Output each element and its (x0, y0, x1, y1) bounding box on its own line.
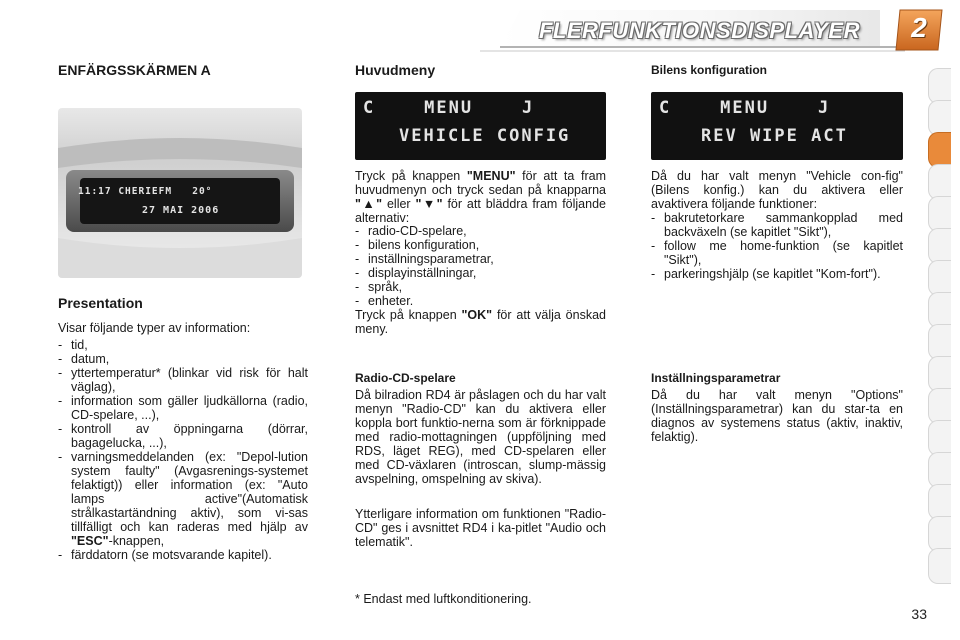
chapter-tab[interactable] (928, 452, 951, 488)
chapter-tab[interactable] (928, 388, 951, 424)
esc-key-label: "ESC" (71, 534, 109, 548)
main-menu-options (355, 224, 606, 308)
vehicle-config-list (651, 211, 903, 281)
ok-instructions (355, 308, 606, 336)
list-item: - radio-CD-spelare, (355, 224, 606, 238)
ok-key-label: "OK" (461, 308, 493, 322)
chapter-tab[interactable] (928, 100, 951, 136)
main-menu-heading: Huvudmeny (355, 62, 436, 78)
list-item: - yttertemperatur* (blinkar vid risk för halt väglag), (58, 366, 308, 394)
up-key-label: "▲" (355, 197, 383, 211)
settings-heading: Inställningsparametrar (651, 371, 781, 385)
chapter-tab[interactable] (928, 324, 951, 360)
chapter-title: FLERFUNKTIONSDISPLAYER (538, 18, 860, 43)
presentation-heading: Presentation (58, 295, 143, 311)
list-item: - follow me home-funktion (se kapitlet "Sikt"), (651, 239, 903, 267)
lcd-line-rev-wipe: REV WIPE ACT (701, 126, 848, 146)
chapter-tabs (928, 68, 960, 576)
presentation-intro: Visar följande typer av information: (58, 321, 251, 335)
text-run: för att välja önskad meny. (355, 308, 606, 336)
list-item: - displayinställningar, (355, 266, 606, 280)
section-heading-display-a: ENFÄRGSSKÄRMEN A (58, 62, 211, 78)
lcd-line-vehicle-config: VEHICLE CONFIG (399, 126, 571, 146)
chapter-tab-active[interactable] (928, 132, 951, 168)
list-item (58, 450, 308, 548)
vehicle-config-intro: Då du har valt menyn "Vehicle con-fig" (Bilens konfig.) kan du aktivera eller avaktivera följande funktioner: (651, 169, 903, 211)
display-line-date: 27 MAI 2006 (142, 205, 220, 216)
chapter-tab[interactable] (928, 292, 951, 328)
warning-item-text: varningsmeddelanden (ex: "Depol-lution system faulty" (Avgasrenings-systemet felaktigt)) eller information (ex: "Auto lamps active"(Automatisk strålkastartändning aktiv), som vi-sas tillfälligt och kan raderas med hjälp av (71, 450, 308, 534)
list-item: - bilens konfiguration, (355, 238, 606, 252)
chapter-tab[interactable] (928, 356, 951, 392)
list-item: - parkeringshjälp (se kapitlet "Kom-fort"). (651, 267, 903, 281)
list-item: - bakrutetorkare sammankopplad med backväxeln (se kapitlet "Sikt"), (651, 211, 903, 239)
vehicle-config-heading: Bilens konfiguration (651, 63, 768, 77)
footnote: * Endast med luftkonditionering. (355, 592, 532, 606)
radio-cd-more-info: Ytterligare information om funktionen "Radio-CD" ges i avsnittet RD4 i ka-pitlet "Audio och telematik". (355, 507, 606, 549)
list-item: - språk, (355, 280, 606, 294)
list-item: - kontroll av öppningarna (dörrar, bagagelucka, ...), (58, 422, 308, 450)
text-run: Tryck på knappen (355, 169, 467, 183)
chapter-tab[interactable] (928, 196, 951, 232)
radio-cd-heading: Radio-CD-spelare (355, 371, 456, 385)
text-run: för att bläddra fram följande alternativ: (355, 197, 606, 225)
list-item: - färddatorn (se motsvarande kapitel). (58, 548, 308, 562)
text-run: Tryck på knappen (355, 308, 462, 322)
list-item: - tid, (58, 338, 308, 352)
lcd-line-menu: C MENU J (363, 98, 535, 118)
chapter-tab[interactable] (928, 516, 951, 552)
chapter-tab[interactable] (928, 420, 951, 456)
list-item: - inställningsparametrar, (355, 252, 606, 266)
text-run: för att ta fram huvudmenyn och tryck sedan på knapparna (355, 169, 606, 197)
menu-key-label: "MENU" (466, 169, 516, 183)
list-item: - information som gäller ljudkällorna (radio, CD-spelare, ...), (58, 394, 308, 422)
radio-cd-paragraph: Då bilradion RD4 är påslagen och du har valt menyn "Radio-CD" kan du aktivera eller koppla bort funktio-nerna som är förknippade med radio-mottagningen (uppföljning med RDS, läget REG), med CD-spelaren eller med CD-växlaren (introscan, slump-mässig avspelning, omspelning av skiva). (355, 388, 606, 486)
dashboard-display-photo (58, 108, 302, 278)
page-number: 33 (911, 606, 927, 622)
lcd-vehicle-config (651, 92, 903, 160)
chapter-number: 2 (911, 12, 927, 43)
down-key-label: "▼" (415, 197, 443, 211)
lcd-line-menu: C MENU J (659, 98, 831, 118)
text-run: eller (382, 197, 416, 211)
list-item: - enheter. (355, 294, 606, 308)
lcd-main-menu (355, 92, 606, 160)
settings-paragraph: Då du har valt menyn "Options" (Inställningsparametrar) kan du star-ta en diagnos av systemens status (aktiv, inaktiv, felaktig). (651, 388, 903, 444)
main-menu-instructions (355, 169, 606, 225)
display-line-time-radio: 11:17 CHERIEFM 20° (78, 186, 213, 197)
chapter-tab[interactable] (928, 228, 951, 264)
chapter-tab[interactable] (928, 68, 951, 104)
list-item: - datum, (58, 352, 308, 366)
presentation-list (58, 338, 308, 562)
chapter-tab[interactable] (928, 260, 951, 296)
chapter-tab[interactable] (928, 548, 951, 584)
warning-item-tail: -knappen, (108, 534, 165, 548)
chapter-tab[interactable] (928, 484, 951, 520)
chapter-tab[interactable] (928, 164, 951, 200)
